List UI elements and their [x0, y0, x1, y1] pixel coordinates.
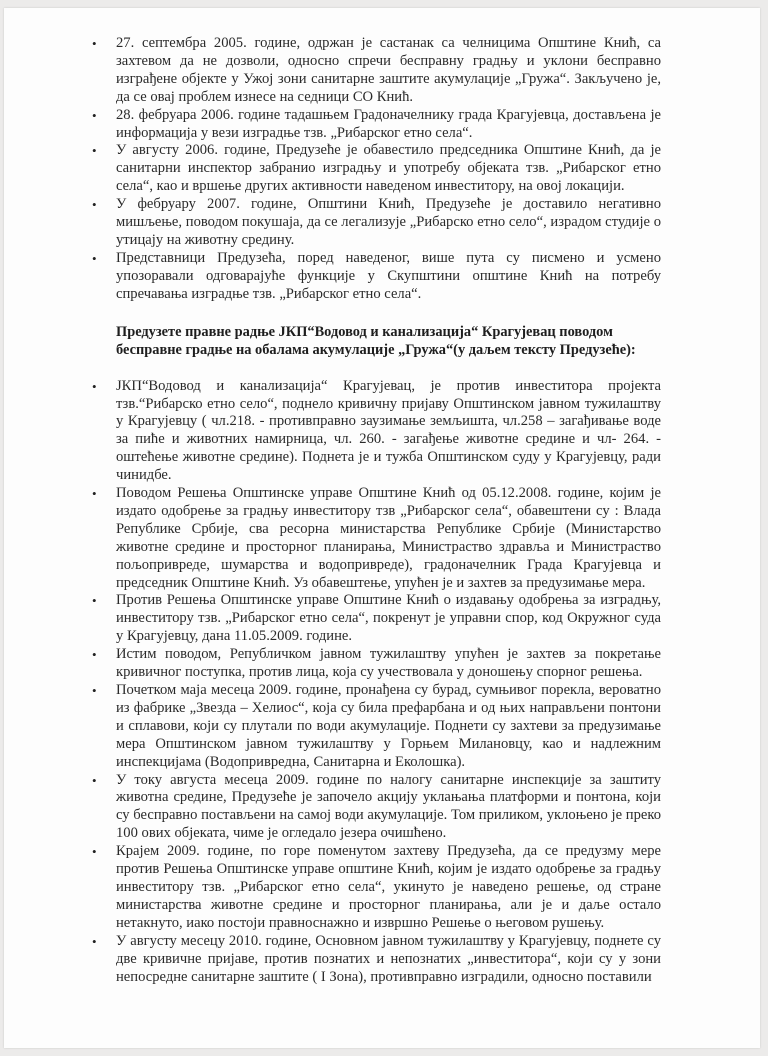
- document-page: [4, 8, 760, 1048]
- list-item: [92, 142, 661, 196]
- list-item-text: ЈКП“Водовод и канализација“ Крагујевац, је против инвеститора пројекта тзв.“Рибарско етно село“, поднело кривичну пријаву Општинском јавном тужилаштву у Крагујевцу ( чл.218. - противправно заузимање земљишта, чл.258 – загађивање воде за пиће и животних намирница, чл. 260. - загађење животне средине и чл- 264. - оштећење животне средине). Поднета је и тужба Општинском суду у Крагујевцу, ради чинидбе.: [116, 377, 661, 484]
- list-item-text: Против Решења Општинске управе Општине Кнић о издавању одобрења за изградњу, инвеститору тзв. „Рибарског етно села“, покренут је управни спор, код Окружног суда у Крагујевцу, дана 11.05.2009. године.: [116, 592, 661, 645]
- document-body: [92, 35, 661, 986]
- list-item-text: 27. септембра 2005. године, одржан је састанак са челницима Општине Кнић, са захтевом да не дозволи, односно спречи бесправну градњу и уклони бесправно изграђене објекте у Ужој зони санитарне заштите акумулације „Гружа“. Закључено је, да се овај проблем изнесе на седници СО Кнић.: [116, 35, 661, 105]
- bullet-icon: •: [92, 486, 97, 502]
- list-item: [92, 106, 661, 143]
- list-item: [92, 592, 661, 646]
- section-heading: [116, 323, 661, 359]
- timeline-list: [92, 35, 661, 304]
- bullet-icon: •: [92, 143, 97, 159]
- list-item-text: У августу 2006. године, Предузеће је обавестило председника Општине Кнић, да је санитарни инспектор забранио изградњу и употребу објеката тзв. „Рибарског етно села“, као и вршење других активности наведеном инвеститору, на овој локацији.: [116, 142, 661, 195]
- bullet-icon: •: [92, 107, 97, 123]
- list-item: [92, 377, 661, 485]
- bullet-icon: •: [92, 593, 97, 609]
- list-item-text: Истим поводом, Републичком јавном тужилаштву упућен је захтев за покретање кривичног поступка, против лица, која су учествовала у доношењу спорног решења.: [116, 646, 661, 681]
- bullet-icon: •: [92, 933, 97, 949]
- bullet-icon: •: [92, 250, 97, 266]
- list-item: [92, 485, 661, 592]
- list-item-text: У току августа месеца 2009. године по налогу санитарне инспекције за заштиту животна средине, Предузеће је започело акцију уклањања платформи и понтона, који су бесправно постављени на самој води акумулације. Том приликом, уклоњено је преко 100 ових објеката, чиме је огледало језера очишћено.: [116, 771, 661, 842]
- legal-actions-list: [92, 377, 661, 987]
- list-item-text: Почетком маја месеца 2009. године, пронађена су бурад, сумњивог порекла, вероватно из фабрике „Звезда – Хелиос“, која су била префарбана и од њих направљени понтони и сплавови, који су плутали по води акумулације. Поднети су захтеви за предузимање мера Општинском јавном тужилаштву у Горњем Милановцу, као и надлежним инспекцијама (Водопривредна, Санитарна и Еколошка).: [116, 682, 661, 770]
- bullet-icon: •: [92, 683, 97, 698]
- bullet-icon: •: [92, 378, 97, 394]
- list-item: [92, 646, 661, 682]
- bullet-icon: •: [92, 772, 97, 788]
- list-item: [92, 249, 661, 304]
- bullet-icon: •: [92, 647, 97, 663]
- section-heading-line-1: Предузете правне радње ЈКП“Водовод и канализација“ Крагујевац поводом: [116, 323, 613, 340]
- list-item-text: У фебруару 2007. године, Општини Кнић, Предузеће је доставило негативно мишљење, поводом покушаја, да се легализује „Рибарско етно село“, израдом студије о утицају на животну средину.: [116, 196, 661, 248]
- list-item: [92, 196, 661, 250]
- list-item-text: Поводом Решења Општинске управе Општине Кнић од 05.12.2008. године, којим је издато одобрење за градњу инвеститору тзв „Рибарског села“, обавештени су : Влада Републике Србије, сва ресорна министарства Републике Србије (Министарство животне средине и просторног планирања, Министраство здравља и Министраство пољопривреде, шумарства и водопривреде), градоначелник Града Крагујевца и председник Општине Кнић. Уз обавештење, упућен је и захтев за предузимање мера.: [116, 485, 661, 591]
- bullet-icon: •: [92, 844, 97, 860]
- list-item-text: У августу месецу 2010. године, Основном јавном тужилаштву у Крагујевцу, поднете су две кривичне пријаве, против познатих и непознатих „инвеститора“, који су у зони непосредне санитарне заштите ( I Зона), противправно изградили, односно поставили: [116, 932, 661, 985]
- list-item-text: 28. фебруара 2006. године тадашњем Градоначелнику града Крагујевца, достављена је информација у вези изградње тзв. „Рибарског етно села“.: [116, 106, 661, 141]
- list-item-text: Крајем 2009. године, по горе поменутом захтеву Предузећа, да се предузму мере против Решења Општинске управе општине Кнић, којим је издато одобрење за градњу инвеститору тзв. „Рибарског етно села“, укинуто је наведено решење, од стране министарства животне средине и просторног планирања, али је и даље остало нетакнуто, иако постоји правноснажно и извршно Решење о његовом рушењу.: [116, 843, 661, 931]
- section-heading-line-2: бесправне градње на обалама акумулације „Гружа“(у даљем тексту Предузеће):: [116, 341, 636, 358]
- bullet-icon: •: [92, 197, 97, 213]
- bullet-icon: •: [92, 36, 97, 51]
- list-item-text: Представници Предузећа, поред наведеног, више пута су писмено и усмено упозоравали одговарајуће функције у Скупштини општине Кнић на потребу спречавања изградње тзв. „Рибарског етно села“.: [116, 249, 661, 302]
- list-item: [92, 682, 661, 772]
- list-item: [92, 771, 661, 844]
- list-item: [92, 843, 661, 933]
- list-item: [92, 35, 661, 107]
- list-item: [92, 932, 661, 987]
